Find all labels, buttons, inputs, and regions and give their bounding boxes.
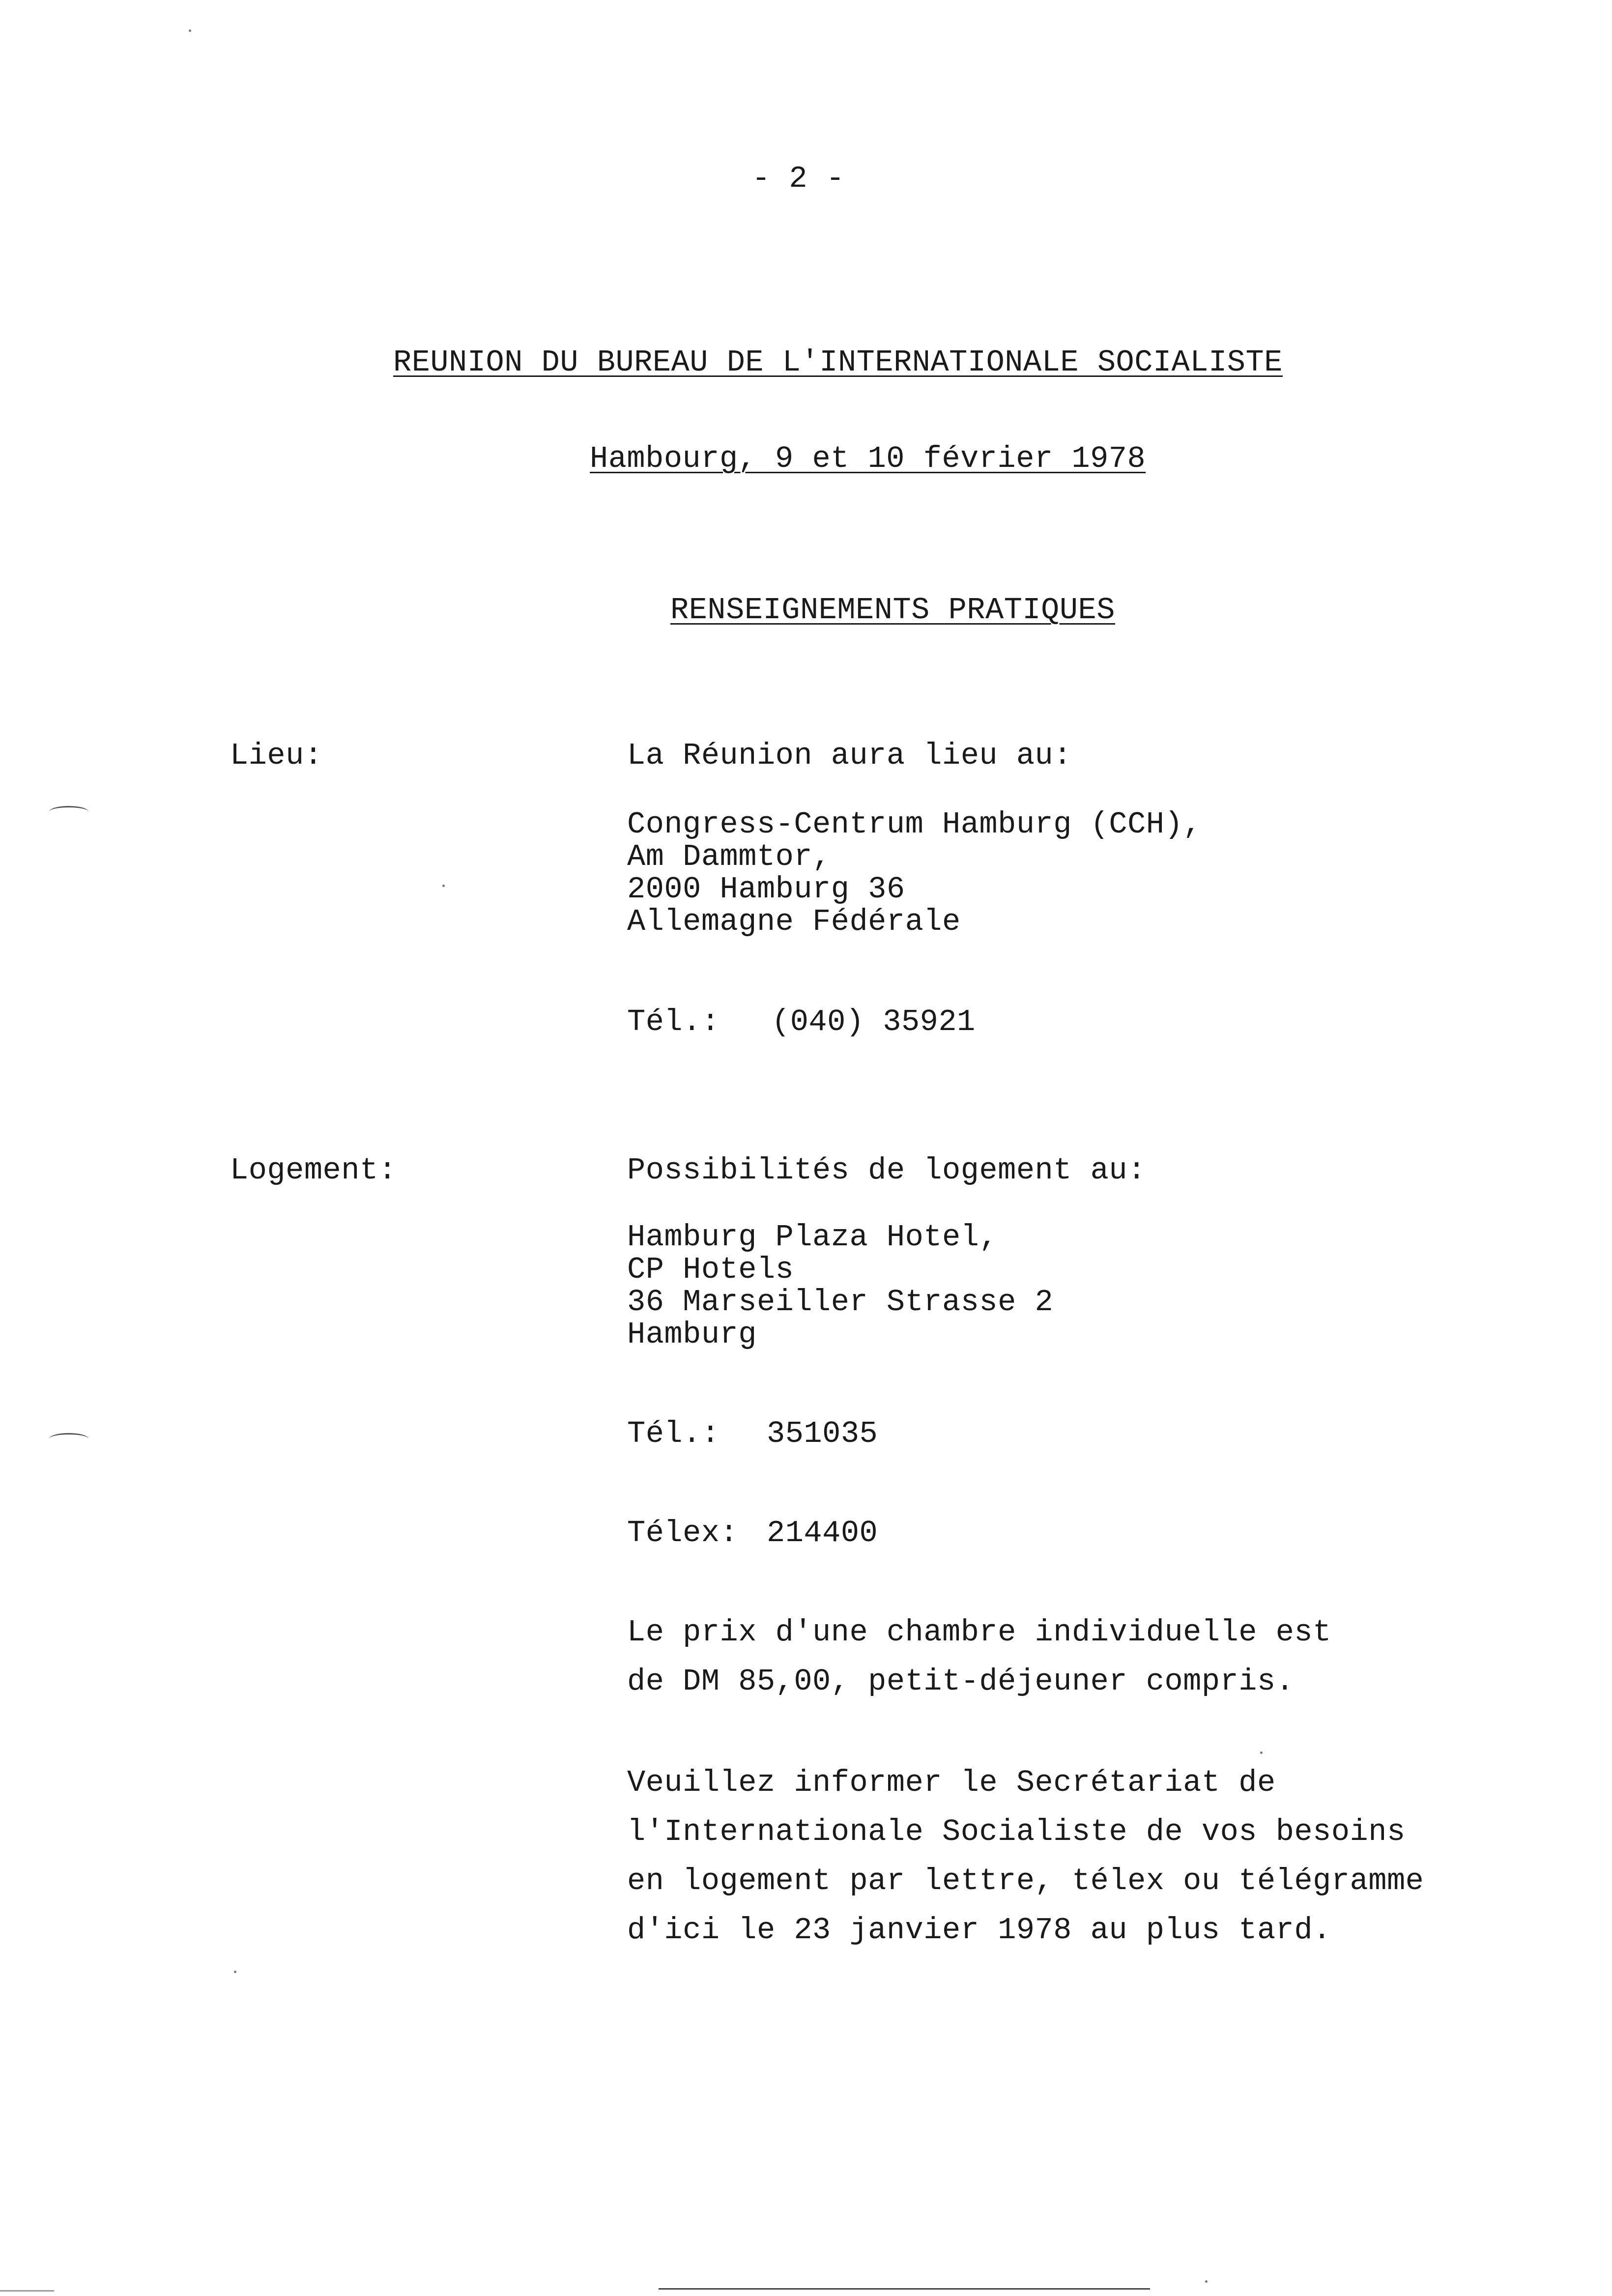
scan-speck xyxy=(189,29,191,32)
document-subtitle: Hambourg, 9 et 10 février 1978 xyxy=(590,441,1146,476)
scan-speck xyxy=(1205,2280,1208,2283)
scan-speck xyxy=(442,885,445,887)
logement-telex-value: 214400 xyxy=(767,1516,878,1550)
logement-address-line: CP Hotels xyxy=(627,1252,794,1287)
scan-speck xyxy=(234,1971,236,1973)
price-line: Le prix d'une chambre individuelle est xyxy=(627,1615,1331,1650)
lieu-address-line: Congress-Centrum Hamburg (CCH), xyxy=(627,807,1202,842)
logement-address-line: Hamburg xyxy=(627,1317,757,1352)
page-number: - 2 - xyxy=(752,161,845,196)
punch-hole-mark xyxy=(49,806,88,817)
lieu-address-line: Allemagne Fédérale xyxy=(627,904,961,939)
section-heading: RENSEIGNEMENTS PRATIQUES xyxy=(670,593,1115,628)
lieu-label: Lieu: xyxy=(230,738,323,773)
punch-hole-mark xyxy=(49,1433,88,1444)
request-line: l'Internationale Socialiste de vos besoins xyxy=(627,1814,1406,1849)
price-line: de DM 85,00, petit-déjeuner compris. xyxy=(627,1664,1295,1699)
logement-intro: Possibilités de logement au: xyxy=(627,1153,1146,1188)
logement-tel-label: Tél.: xyxy=(627,1416,720,1451)
logement-label: Logement: xyxy=(230,1153,397,1188)
lieu-tel-value: (040) 35921 xyxy=(772,1004,976,1039)
document-title: REUNION DU BUREAU DE L'INTERNATIONALE SOCIALISTE xyxy=(393,345,1283,380)
bottom-edge-line xyxy=(0,2290,54,2292)
lieu-tel-label: Tél.: xyxy=(627,1004,720,1039)
bottom-edge-line xyxy=(659,2288,1150,2290)
logement-address-line: Hamburg Plaza Hotel, xyxy=(627,1220,998,1255)
lieu-address-line: Am Dammtor, xyxy=(627,839,831,874)
scan-speck xyxy=(1260,1751,1263,1754)
lieu-address-line: 2000 Hamburg 36 xyxy=(627,872,905,907)
request-line: en logement par lettre, télex ou télégramme xyxy=(627,1864,1424,1898)
logement-telex-label: Télex: xyxy=(627,1516,739,1550)
logement-address-line: 36 Marseiller Strasse 2 xyxy=(627,1285,1054,1320)
request-line: d'ici le 23 janvier 1978 au plus tard. xyxy=(627,1913,1331,1948)
lieu-intro: La Réunion aura lieu au: xyxy=(627,738,1072,773)
request-line: Veuillez informer le Secrétariat de xyxy=(627,1765,1276,1800)
logement-tel-value: 351035 xyxy=(767,1416,878,1451)
